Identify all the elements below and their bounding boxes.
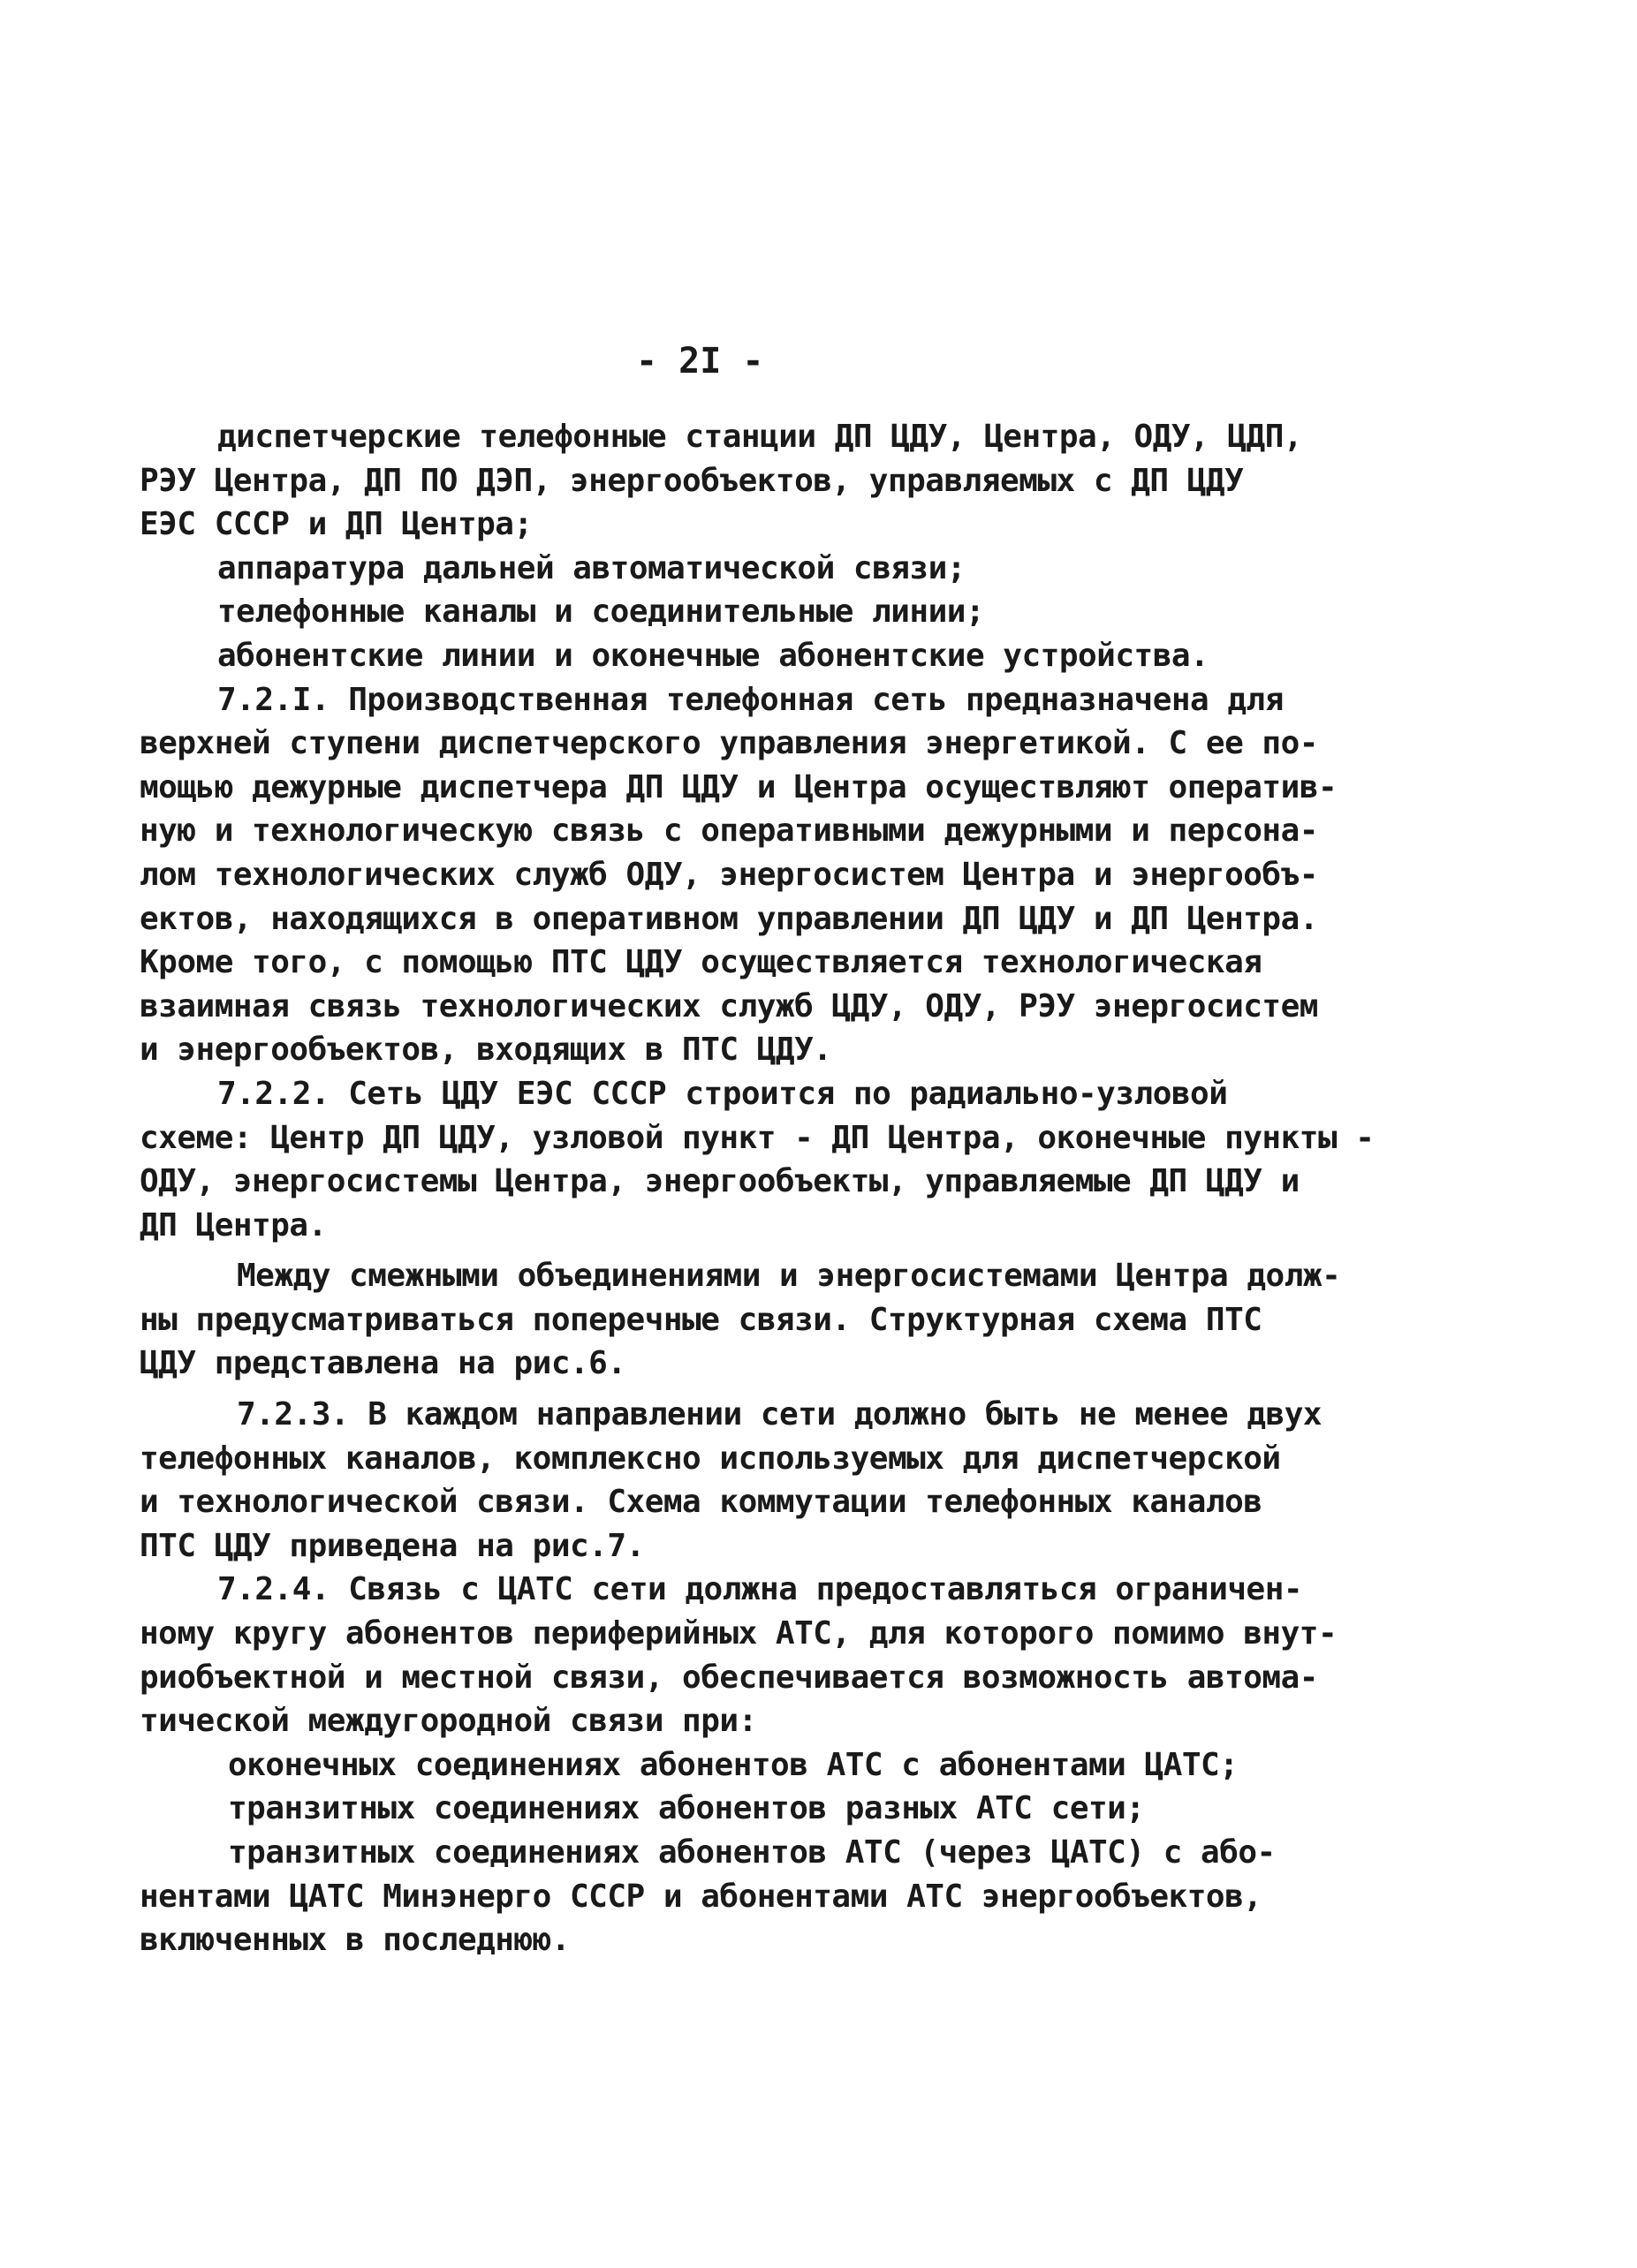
text-line: ОДУ, энергосистемы Центра, энергообъекты, управляемые ДП ЦДУ и (140, 1163, 1300, 1200)
section-7-2-2-heading-line: 7.2.2. Сеть ЦДУ ЕЭС СССР строится по радиально-узловой (217, 1075, 1228, 1112)
text-line: верхней ступени диспетчерского управления энергетикой. С ее по- (140, 725, 1318, 762)
list-item: аппаратура дальней автоматической связи; (217, 549, 966, 586)
list-item: диспетчерские телефонные станции ДП ЦДУ, Центра, ОДУ, ЦДП, (217, 419, 1303, 455)
paragraph-start-line: Между смежными объединениями и энергосистемами Центра долж- (237, 1258, 1341, 1295)
text-line: ЦДУ представлена на рис.6. (140, 1345, 626, 1382)
text-line: телефонных каналов, комплексно используемых для диспетчерской (140, 1440, 1281, 1477)
section-7-2-1-heading-line: 7.2.I. Производственная телефонная сеть предназначена для (217, 681, 1284, 718)
list-item: оконечных соединениях абонентов АТС с абонентами ЦАТС; (228, 1746, 1239, 1783)
text-line: ны предусматриваться поперечные связи. Структурная схема ПТС (140, 1301, 1262, 1338)
list-item: телефонные каналы и соединительные линии; (217, 593, 985, 631)
text-line: риобъектной и местной связи, обеспечивается возможность автома- (140, 1659, 1318, 1696)
text-line: нентами ЦАТС Минэнерго СССР и абонентами АТС энергообъектов, (140, 1878, 1262, 1915)
text-line: ДП Центра. (140, 1206, 327, 1244)
text-line: ектов, находящихся в оперативном управлении ДП ЦДУ и ДП Центра. (140, 900, 1318, 937)
text-line: схеме: Центр ДП ЦДУ, узловой пункт - ДП Центра, оконечные пункты - (140, 1119, 1375, 1156)
document-body (140, 415, 1518, 1962)
text-line: Кроме того, с помощью ПТС ЦДУ осуществляется технологическая (140, 944, 1262, 981)
section-7-2-4-heading-line: 7.2.4. Связь с ЦАТС сети должна предоставляться ограничен- (217, 1571, 1303, 1608)
text-line: и энергообъектов, входящих в ПТС ЦДУ. (140, 1032, 832, 1069)
page-number: - 2I - (636, 341, 764, 382)
text-line: взаимная связь технологических служб ЦДУ, ОДУ, РЭУ энергосистем (140, 987, 1318, 1024)
text-line: РЭУ Центра, ДП ПО ДЭП, энергообъектов, управляемых с ДП ЦДУ (140, 462, 1244, 499)
text-line: ную и технологическую связь с оперативными дежурными и персона- (140, 813, 1318, 850)
list-item: транзитных соединениях абонентов разных АТС сети; (228, 1790, 1145, 1827)
text-line: лом технологических служб ОДУ, энергосистем Центра и энергообъ- (140, 856, 1318, 893)
text-line: ЕЭС СССР и ДП Центра; (140, 506, 533, 543)
section-7-2-3-heading-line: 7.2.3. В каждом направлении сети должно быть не менее двух (237, 1396, 1322, 1433)
text-line: ному кругу абонентов периферийных АТС, для которого помимо внут- (140, 1615, 1338, 1652)
list-item: абонентские линии и оконечные абонентские устройства. (217, 637, 1209, 674)
text-line: ПТС ЦДУ приведена на рис.7. (140, 1527, 645, 1564)
text-line: и технологической связи. Схема коммутации телефонных каналов (140, 1484, 1262, 1521)
text-line: мощью дежурные диспетчера ДП ЦДУ и Центра осуществляют оператив- (140, 768, 1338, 805)
text-line: включенных в последнюю. (140, 1922, 570, 1959)
list-item: транзитных соединениях абонентов АТС (через ЦАТС) с або- (228, 1834, 1276, 1871)
text-line: тической междугородной связи при: (140, 1703, 757, 1740)
